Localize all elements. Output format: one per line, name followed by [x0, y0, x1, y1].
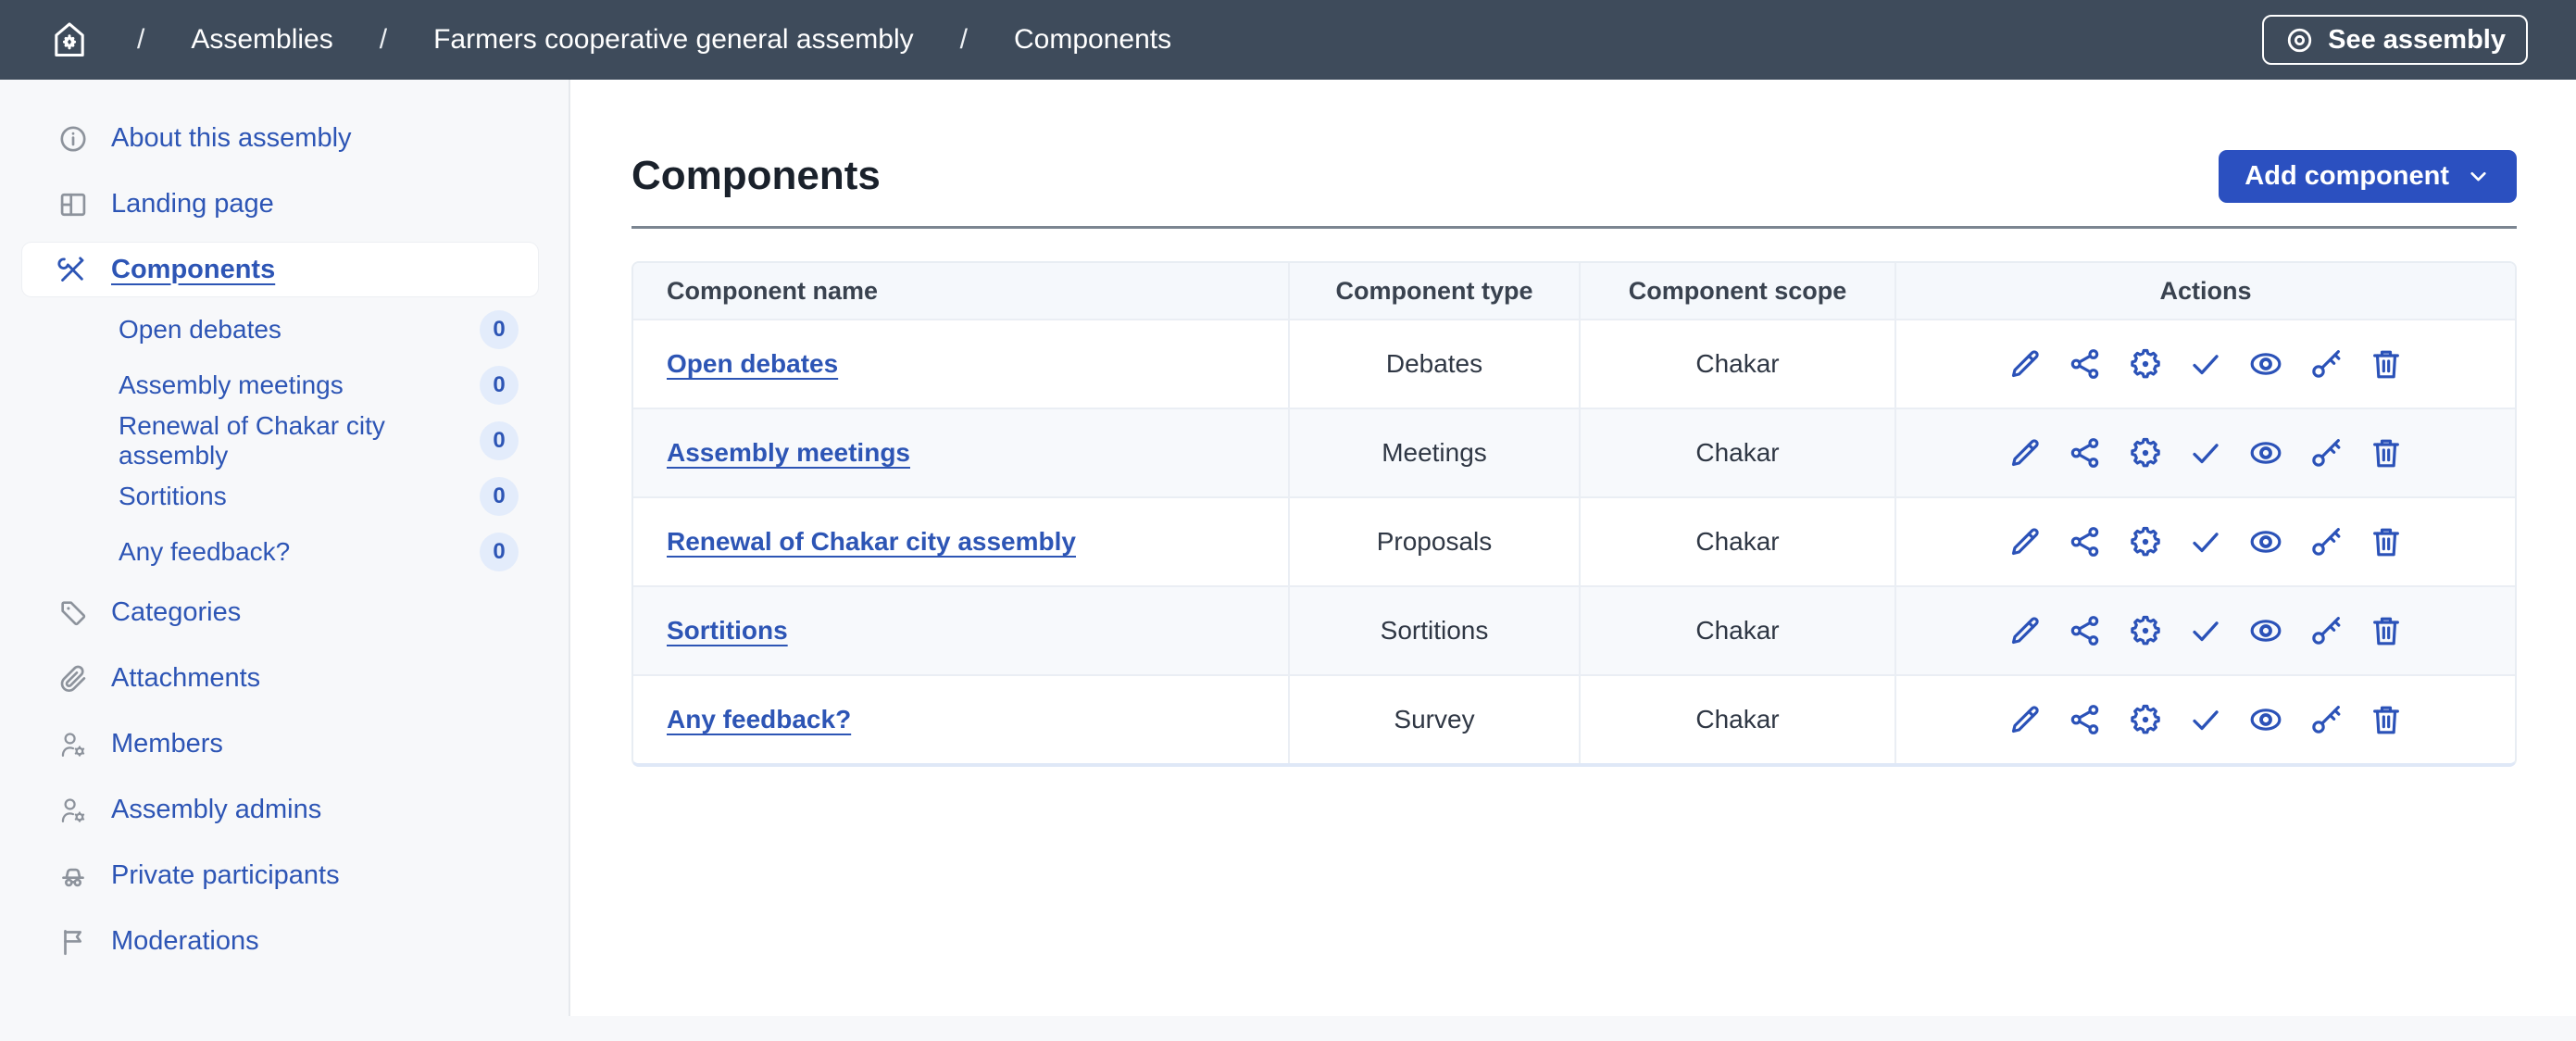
sidebar-item-label: Attachments [111, 663, 261, 693]
permissions-icon [2307, 345, 2345, 383]
flag-icon [57, 926, 89, 958]
sidebar-item-label: Categories [111, 597, 242, 627]
share-action-button[interactable] [2067, 523, 2104, 560]
preview-icon [2247, 701, 2284, 738]
user-gear-icon [57, 795, 89, 826]
delete-action-button[interactable] [2368, 523, 2405, 560]
title-divider [631, 226, 2517, 229]
publish-action-button[interactable] [2187, 523, 2224, 560]
component-name-link[interactable]: Any feedback? [667, 705, 852, 734]
tools-icon [57, 254, 89, 285]
sidebar-item-label: About this assembly [111, 123, 352, 153]
see-assembly-label: See assembly [2328, 24, 2506, 55]
breadcrumb-separator: / [959, 24, 968, 55]
component-name-cell [633, 320, 1290, 408]
sidebar-subitem-label: Renewal of Chakar city assembly [119, 411, 385, 470]
configure-action-button[interactable] [2127, 523, 2164, 560]
actions-cell [1896, 587, 2515, 674]
page-footer-strip [0, 1016, 2576, 1041]
publish-action-button[interactable] [2187, 701, 2224, 738]
publish-icon [2187, 701, 2224, 738]
share-icon [2067, 523, 2104, 560]
permissions-action-button[interactable] [2307, 345, 2345, 383]
publish-action-button[interactable] [2187, 345, 2224, 383]
actions-cell [1896, 409, 2515, 496]
user-gear-icon [57, 729, 89, 760]
sidebar [0, 80, 570, 1016]
header-actions [1896, 263, 2515, 319]
see-assembly-button[interactable] [2262, 15, 2528, 65]
preview-action-button[interactable] [2247, 523, 2284, 560]
component-type-cell: Meetings [1290, 409, 1581, 496]
permissions-action-button[interactable] [2307, 434, 2345, 471]
sidebar-item-label: Components [111, 254, 276, 284]
header-component-type [1290, 263, 1581, 319]
delete-action-button[interactable] [2368, 612, 2405, 649]
preview-action-button[interactable] [2247, 612, 2284, 649]
edit-icon [2007, 345, 2044, 383]
component-scope-cell: Chakar [1581, 409, 1896, 496]
component-name-link[interactable]: Open debates [667, 349, 839, 378]
edit-action-button[interactable] [2007, 345, 2044, 383]
component-name-link[interactable]: Sortitions [667, 616, 788, 645]
configure-action-button[interactable] [2127, 434, 2164, 471]
sidebar-item-label: Assembly admins [111, 795, 322, 824]
actions-cell [1896, 320, 2515, 408]
sidebar-item-moderations[interactable] [0, 909, 569, 974]
header-component-name [633, 263, 1290, 319]
configure-action-button[interactable] [2127, 701, 2164, 738]
header-component-type-label: Component type [1335, 276, 1533, 305]
edit-action-button[interactable] [2007, 434, 2044, 471]
chevron-down-icon [2466, 164, 2491, 189]
delete-icon [2368, 434, 2405, 471]
sidebar-item-landing-page[interactable] [0, 171, 569, 237]
sidebar-item-about-this-assembly[interactable] [0, 106, 569, 171]
component-type-cell: Survey [1290, 676, 1581, 763]
publish-icon [2187, 345, 2224, 383]
sidebar-item-label: Members [111, 729, 223, 759]
breadcrumb-item[interactable]: Assemblies [191, 24, 333, 55]
count-badge: 0 [480, 366, 519, 405]
publish-action-button[interactable] [2187, 434, 2224, 471]
main-header [631, 80, 2517, 226]
share-icon [2067, 434, 2104, 471]
sidebar-nav [0, 106, 569, 974]
sidebar-subitem-label: Any feedback? [119, 537, 291, 566]
configure-icon [2127, 701, 2164, 738]
table-row [633, 585, 2515, 674]
sidebar-item-categories[interactable] [0, 580, 569, 646]
component-name-cell [633, 498, 1290, 585]
preview-icon [2247, 523, 2284, 560]
component-scope-cell: Chakar [1581, 587, 1896, 674]
share-action-button[interactable] [2067, 701, 2104, 738]
count-badge: 0 [480, 310, 519, 349]
configure-icon [2127, 345, 2164, 383]
header-component-scope [1581, 263, 1896, 319]
table-row [633, 674, 2515, 763]
component-scope-cell: Chakar [1581, 320, 1896, 408]
incognito-icon [57, 860, 89, 892]
sidebar-item-components[interactable] [22, 243, 538, 296]
info-icon [57, 123, 89, 155]
components-table [631, 261, 2517, 767]
configure-action-button[interactable] [2127, 345, 2164, 383]
preview-icon [2247, 612, 2284, 649]
breadcrumb-separator: / [379, 24, 388, 55]
component-name-cell [633, 587, 1290, 674]
permissions-action-button[interactable] [2307, 701, 2345, 738]
configure-icon [2127, 434, 2164, 471]
sidebar-item-assembly-admins[interactable] [0, 777, 569, 843]
component-type-cell: Proposals [1290, 498, 1581, 585]
delete-icon [2368, 523, 2405, 560]
preview-icon [2247, 345, 2284, 383]
component-name-link[interactable]: Renewal of Chakar city assembly [667, 527, 1076, 556]
sidebar-item-label: Private participants [111, 860, 340, 890]
edit-action-button[interactable] [2007, 612, 2044, 649]
count-badge: 0 [480, 533, 519, 571]
sidebar-item-label: Landing page [111, 189, 274, 219]
component-name-cell [633, 676, 1290, 763]
count-badge: 0 [480, 477, 519, 516]
sidebar-subitem-label: Assembly meetings [119, 370, 344, 399]
add-component-label: Add component [2245, 160, 2449, 191]
preview-action-button[interactable] [2247, 434, 2284, 471]
configure-action-button[interactable] [2127, 612, 2164, 649]
topbar [0, 0, 2576, 80]
table-body [633, 319, 2515, 763]
sidebar-subitem-label: Open debates [119, 315, 281, 344]
edit-icon [2007, 523, 2044, 560]
header-component-scope-label: Component scope [1628, 276, 1847, 305]
preview-action-button[interactable] [2247, 701, 2284, 738]
page-title: Components [631, 153, 881, 198]
eye-circle-icon [2284, 25, 2315, 56]
sidebar-subitem-label: Sortitions [119, 482, 227, 510]
home-icon[interactable] [48, 19, 91, 61]
component-scope-cell: Chakar [1581, 676, 1896, 763]
sidebar-subitem-any-feedback[interactable] [0, 524, 569, 580]
breadcrumb [48, 19, 1171, 61]
component-name-link[interactable]: Assembly meetings [667, 438, 910, 467]
share-icon [2067, 345, 2104, 383]
delete-action-button[interactable] [2368, 434, 2405, 471]
header-actions-label: Actions [2159, 276, 2252, 305]
edit-icon [2007, 434, 2044, 471]
table-row [633, 496, 2515, 585]
table-row [633, 319, 2515, 408]
configure-icon [2127, 612, 2164, 649]
count-badge: 0 [480, 421, 519, 460]
component-type-cell: Sortitions [1290, 587, 1581, 674]
table-row [633, 408, 2515, 496]
share-icon [2067, 701, 2104, 738]
configure-icon [2127, 523, 2164, 560]
permissions-icon [2307, 701, 2345, 738]
sidebar-item-attachments[interactable] [0, 646, 569, 711]
edit-action-button[interactable] [2007, 701, 2044, 738]
component-name-cell [633, 409, 1290, 496]
share-action-button[interactable] [2067, 612, 2104, 649]
publish-icon [2187, 612, 2224, 649]
permissions-icon [2307, 612, 2345, 649]
publish-action-button[interactable] [2187, 612, 2224, 649]
edit-icon [2007, 701, 2044, 738]
main-content [572, 80, 2576, 1016]
publish-icon [2187, 523, 2224, 560]
add-component-button[interactable] [2219, 150, 2517, 203]
breadcrumb-item: Components [1013, 24, 1172, 55]
permissions-action-button[interactable] [2307, 523, 2345, 560]
permissions-action-button[interactable] [2307, 612, 2345, 649]
sidebar-subitem-open-debates[interactable] [0, 302, 569, 357]
sidebar-subitem-assembly-meetings[interactable] [0, 357, 569, 413]
component-scope-cell: Chakar [1581, 498, 1896, 585]
table-header-row [633, 263, 2515, 319]
layout-icon [57, 189, 89, 220]
sidebar-subitem-renewal-of-chakar-city-assembly[interactable] [0, 413, 569, 469]
delete-icon [2368, 345, 2405, 383]
sidebar-subitem-sortitions[interactable] [0, 469, 569, 524]
edit-icon [2007, 612, 2044, 649]
tag-icon [57, 597, 89, 629]
delete-icon [2368, 701, 2405, 738]
header-component-name-label: Component name [667, 276, 879, 305]
share-action-button[interactable] [2067, 345, 2104, 383]
sidebar-item-label: Moderations [111, 926, 259, 956]
component-type-cell: Debates [1290, 320, 1581, 408]
breadcrumb-separator: / [137, 24, 145, 55]
edit-action-button[interactable] [2007, 523, 2044, 560]
permissions-icon [2307, 434, 2345, 471]
delete-icon [2368, 612, 2405, 649]
delete-action-button[interactable] [2368, 345, 2405, 383]
preview-icon [2247, 434, 2284, 471]
actions-cell [1896, 498, 2515, 585]
share-icon [2067, 612, 2104, 649]
delete-action-button[interactable] [2368, 701, 2405, 738]
paperclip-icon [57, 663, 89, 695]
preview-action-button[interactable] [2247, 345, 2284, 383]
sidebar-item-private-participants[interactable] [0, 843, 569, 909]
actions-cell [1896, 676, 2515, 763]
breadcrumb-item[interactable]: Farmers cooperative general assembly [433, 24, 914, 55]
share-action-button[interactable] [2067, 434, 2104, 471]
permissions-icon [2307, 523, 2345, 560]
publish-icon [2187, 434, 2224, 471]
sidebar-item-members[interactable] [0, 711, 569, 777]
